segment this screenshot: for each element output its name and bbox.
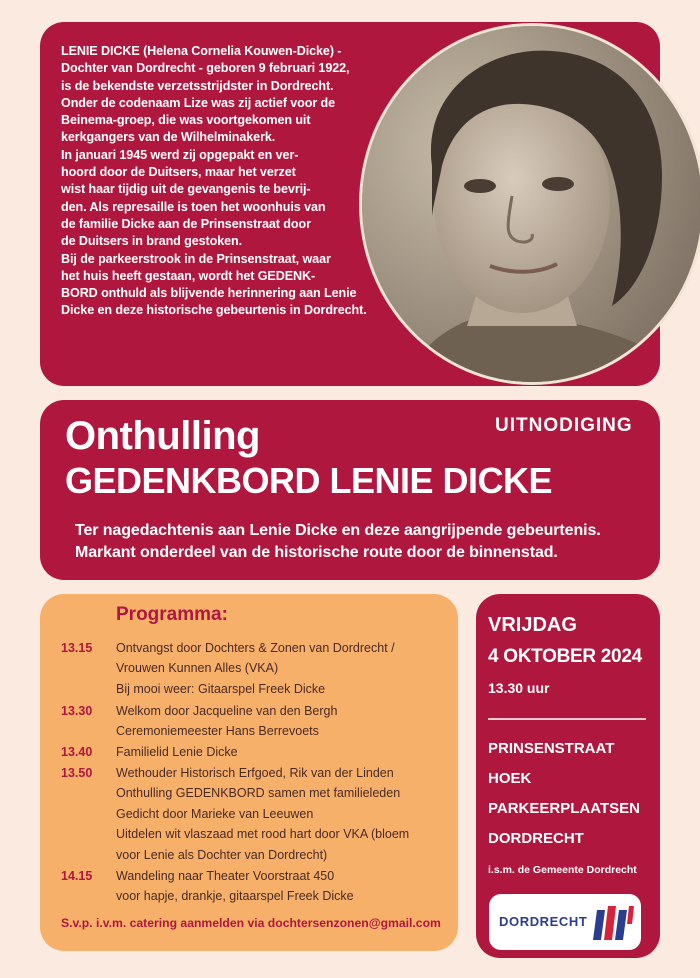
bio-line: hoord door de Duitsers, maar het verzet bbox=[61, 165, 296, 180]
bio-line: is de bekendste verzetsstrijdster in Dordrecht. bbox=[61, 78, 334, 93]
programme-line: Gedicht door Marieke van Leeuwen bbox=[116, 806, 314, 821]
bio-line: Dochter van Dordrecht - geboren 9 februari 1922, bbox=[61, 61, 350, 76]
biography-panel bbox=[40, 22, 660, 386]
programme-line: Bij mooi weer: Gitaarspel Freek Dicke bbox=[116, 681, 326, 696]
programme-item bbox=[40, 742, 458, 763]
headline-memorial-board: GEDENKBORD LENIE DICKE bbox=[65, 460, 553, 501]
programme-panel bbox=[40, 594, 458, 951]
bio-line: wist haar tijdig uit de gevangenis te bevrij- bbox=[61, 182, 311, 197]
location-line: HOEK bbox=[488, 770, 532, 787]
programme-line: Ceremoniemeester Hans Berrevoets bbox=[116, 724, 319, 739]
invitation-label: UITNODIGING bbox=[495, 415, 633, 436]
logo-wordmark: DORDRECHT bbox=[499, 914, 588, 929]
location-line: PARKEERPLAATSEN bbox=[488, 800, 640, 817]
location-line: PRINSENSTRAAT bbox=[488, 740, 615, 757]
programme-list bbox=[40, 638, 458, 907]
programme-line: Ontvangst door Dochters & Zonen van Dordrecht / bbox=[116, 641, 395, 655]
tagline bbox=[75, 520, 601, 564]
bio-line: In januari 1945 werd zij opgepakt en ver- bbox=[61, 147, 299, 162]
biography-text bbox=[61, 43, 371, 320]
programme-line: Familielid Lenie Dicke bbox=[116, 745, 238, 759]
bio-line: Bij de parkeerstrook in de Prinsenstraat, waar bbox=[61, 251, 331, 266]
bio-line: kerkgangers van de Wilhelminakerk. bbox=[61, 130, 276, 145]
programme-line: voor hapje, drankje, gitaarspel Freek Dicke bbox=[116, 889, 354, 904]
programme-line: Uitdelen wit vlaszaad met rood hart door VKA (bloem bbox=[116, 827, 410, 842]
event-time: 13.30 uur bbox=[488, 680, 550, 696]
programme-time: 13.30 bbox=[61, 704, 93, 718]
programme-line: Onthulling GEDENKBORD samen met familieleden bbox=[116, 786, 401, 801]
programme-time: 13.15 bbox=[61, 641, 93, 655]
tagline-line: Markant onderdeel van de historische route door de binnenstad. bbox=[75, 544, 558, 561]
bio-line: LENIE DICKE (Helena Cornelia Kouwen-Dicke) - bbox=[61, 44, 342, 58]
headline-unveiling: Onthulling bbox=[65, 414, 260, 458]
bio-line: den. Als represaille is toen het woonhuis van bbox=[61, 199, 326, 214]
bio-line: Beinema-groep, die was voortgekomen uit bbox=[61, 113, 311, 128]
programme-time: 13.50 bbox=[61, 766, 93, 780]
partner-note: i.s.m. de Gemeente Dordrecht bbox=[488, 864, 637, 876]
bio-line: Onder de codenaam Lize was zij actief voor de bbox=[61, 95, 336, 110]
portrait-photo bbox=[362, 26, 700, 382]
dordrecht-logo bbox=[489, 894, 641, 950]
programme-line: Welkom door Jacqueline van den Bergh bbox=[116, 704, 338, 718]
event-location bbox=[488, 734, 640, 854]
portrait-illustration bbox=[362, 26, 700, 382]
bio-line: BORD onthuld als blijvende herinnering aan Lenie bbox=[61, 286, 357, 301]
invitation-panel bbox=[40, 400, 660, 580]
location-line: DORDRECHT bbox=[488, 830, 584, 847]
tagline-line: Ter nagedachtenis aan Lenie Dicke en deze aangrijpende gebeurtenis. bbox=[75, 522, 601, 539]
programme-line: Wandeling naar Theater Voorstraat 450 bbox=[116, 869, 335, 883]
bio-line: de Duitsers in brand gestoken. bbox=[61, 234, 243, 249]
programme-title: Programma: bbox=[116, 604, 228, 625]
programme-description bbox=[116, 638, 395, 699]
bio-line: Dicke en deze historische gebeurtenis in Dordrecht. bbox=[61, 303, 367, 318]
programme-description bbox=[116, 701, 337, 742]
programme-item bbox=[40, 866, 458, 907]
programme-description bbox=[116, 763, 409, 865]
programme-time: 14.15 bbox=[61, 869, 93, 883]
event-date: 4 OKTOBER 2024 bbox=[488, 646, 642, 667]
programme-item bbox=[40, 763, 458, 866]
bio-line: het huis heeft gestaan, wordt het GEDENK- bbox=[61, 268, 316, 283]
event-weekday: VRIJDAG bbox=[488, 614, 577, 636]
rsvp-note: S.v.p. i.v.m. catering aanmelden via dochtersenzonen@gmail.com bbox=[61, 916, 441, 930]
programme-item bbox=[40, 701, 458, 742]
programme-item bbox=[40, 638, 458, 701]
programme-description bbox=[116, 866, 354, 907]
programme-time: 13.40 bbox=[61, 745, 93, 759]
divider bbox=[488, 718, 646, 720]
programme-line: voor Lenie als Dochter van Dordrecht) bbox=[116, 847, 328, 862]
programme-description bbox=[116, 742, 238, 762]
bio-line: de familie Dicke aan de Prinsenstraat door bbox=[61, 216, 311, 231]
event-details-panel bbox=[476, 594, 660, 958]
programme-line: Vrouwen Kunnen Alles (VKA) bbox=[116, 661, 279, 676]
city-emblem-icon bbox=[591, 900, 635, 944]
programme-line: Wethouder Historisch Erfgoed, Rik van der Linden bbox=[116, 766, 394, 780]
